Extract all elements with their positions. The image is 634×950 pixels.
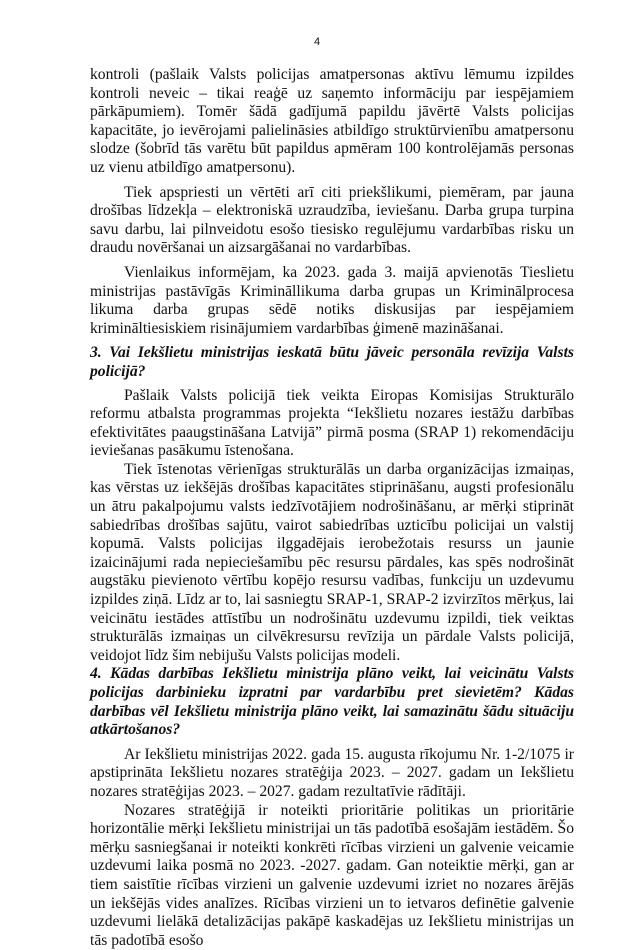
paragraph-strategy-approval: Ar Iekšlietu ministrijas 2022. gada 15. augusta rīkojumu Nr. 1-2/1075 ir apstiprināta Iekšlietu nozares stratēģija 2023. – 2027. gadam un Iekšlietu nozares stratēģijas 2023. – 2027. gadam rezultatīvie rādītāji. — [90, 745, 574, 800]
paragraph-strategy-goals: Nozares stratēģijā ir noteikti prioritārie politikas un prioritārie horizontālie mērķi Iekšlietu ministrijai un tās padotībā esošajām iestādēm. Šo mērķu sasniegšanai ir noteikti konkrēti rīcības virzieni un galvenie veicamie uzdevumi laika posmā no 2023. -2027. gadam. Gan noteiktie mērķi, gan ar tiem saistītie rīcības virzieni un galvenie uzdevumi izriet no nozares ārējās un iekšējās vides analīzes. Rīcības virzieni un to ietvaros definētie galvenie uzdevumi lielākā detalizācijas pakāpē kaskadējas uz Iekšlietu ministrijas un tās padotībā esošo — [90, 801, 574, 949]
paragraph-other-proposals: Tiek apspriesti un vērtēti arī citi priekšlikumi, piemēram, par jauna drošības līdzekļa – elektroniskā uzraudzība, ieviešanu. Darba grupa turpina savu darbu, lai pilnveidotu esošo tiesisko regulējumu vardarbības risku un draudu novēršanai un aizsargāšanai no vardarbības. — [90, 183, 574, 257]
question-3-heading: 3. Vai Iekšlietu ministrijas ieskatā būtu jāveic personāla revīzija Valsts policijā? — [90, 344, 574, 380]
paragraph-srap-reform: Pašlaik Valsts policijā tiek veikta Eiropas Komisijas Strukturālo reformu atbalsta programmas projekta “Iekšlietu nozares iestāžu darbības efektivitātes paaugstināšana Latvijā” pirmā posma (SRAP 1) rekomendāciju ieviešanas pasākumu īstenošana. — [90, 386, 574, 460]
paragraph-justice-ministry-meeting: Vienlaikus informējam, ka 2023. gada 3. maijā apvienotās Tieslietu ministrijas pastāvīgās Krimināllikuma darba grupas un Kriminālprocesa likuma darba grupas sēdē notiks diskusijas par iespējamiem krimināltiesiskiem risinājumiem vardarbības ģimenē mazināšanai. — [90, 263, 574, 337]
paragraph-continuation: kontroli (pašlaik Valsts policijas amatpersonas aktīvu lēmumu izpildes kontroli neveic – tikai reaģē uz saņemto informāciju par iespējamiem pārkāpumiem). Tomēr šādā gadījumā papildu jāvērtē Valsts policijas kapacitāte, jo ievērojami palielināsies atbildīgo struktūrvienību amatpersonu slodze (šobrīd tās varētu būt papildus apmēram 100 kontrolējamās personas uz vienu atbildīgo amatpersonu). — [90, 66, 574, 176]
document-body — [90, 66, 574, 950]
question-4-heading: 4. Kādas darbības Iekšlietu ministrija plāno veikt, lai veicinātu Valsts policijas darbinieku izpratni par vardarbību pret sievietēm? Kādas darbības vēl Iekšlietu ministrija plāno veikt, lai samazinātu šādu situāciju atkārtošanos? — [90, 665, 574, 739]
paragraph-structural-changes: Tiek īstenotas vērienīgas strukturālās un darba organizācijas izmaiņas, kas vērstas uz iekšējās drošības kapacitātes stiprināšanu, augsti profesionālu un ātru pakalpojumu valsts iedzīvotājiem nodrošināšanu, ar mērķi stiprināt sabiedrības drošības sajūtu, vairot sabiedrības uzticību policijai un valstij kopumā. Valsts policijas ilggadējais ierobežotais resurss un jaunie izaicinājumi rada nepieciešamību pēc resursu pārdales, kas spēs nodrošināt augstāku pievienoto vērtību kopējo resursu vadības, funkciju un uzdevumu izpildes ziņā. Līdz ar to, lai sasniegtu SRAP-1, SRAP-2 izvirzītos mērķus, lai veicinātu iestādes attīstību un nodrošinātu uzdevumu izpildi, tiek veiktas strukturālās izmaiņas un cilvēkresursu revīzija un pārdale Valsts policijā, veidojot līdz šim nebijušu Valsts policijas modeli. — [90, 460, 574, 664]
page-number: 4 — [313, 36, 321, 48]
